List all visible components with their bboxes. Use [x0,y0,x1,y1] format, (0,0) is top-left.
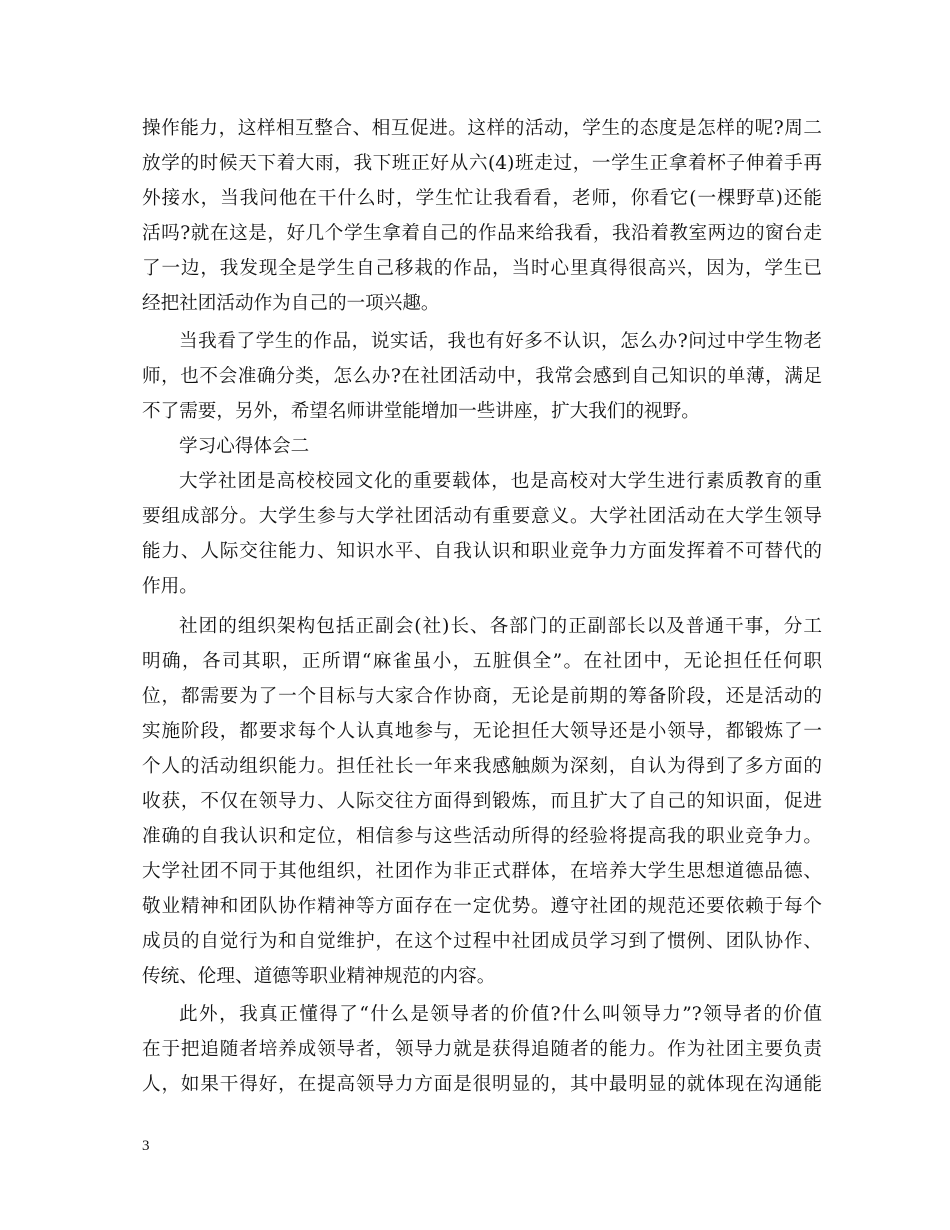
text-line: 师，也不会准确分类，怎么办?在社团活动中，我常会感到自己知识的单薄，满足 [142,366,822,387]
text-line: 实施阶段，都要求每个人认真地参与，无论担任大领导还是小领导，都锻炼了一 [142,721,822,742]
text-line: 明确，各司其职，正所谓“麻雀虽小，五脏俱全”。在社团中，无论担任任何职 [142,651,822,672]
section-heading: 学习心得体会二 [179,436,310,457]
paragraph-first-line: 社团的组织架构包括正副会(社)长、各部门的正副部长以及普通干事，分工 [179,616,822,637]
text-line: 传统、伦理、道德等职业精神规范的内容。 [142,966,496,987]
text-line: 人，如果干得好，在提高领导力方面是很明显的，其中最明显的就体现在沟通能 [142,1074,822,1095]
page-number: 3 [142,1138,150,1154]
paragraph-first-line: 此外，我真正懂得了“什么是领导者的价值?什么叫领导力”?领导者的价值 [179,1004,822,1025]
text-line: 经把社团活动作为自己的一项兴趣。 [142,293,440,314]
text-line: 成员的自觉行为和自觉维护，在这个过程中社团成员学习到了惯例、团队协作、 [142,931,822,952]
text-line: 位，都需要为了一个目标与大家合作协商，无论是前期的筹备阶段，还是活动的 [142,686,822,707]
text-line: 能力、人际交往能力、知识水平、自我认识和职业竞争力方面发挥着不可替代的 [142,541,822,562]
text-line: 要组成部分。大学生参与大学社团活动有重要意义。大学社团活动在大学生领导 [142,506,822,527]
text-line: 收获，不仅在领导力、人际交往方面得到锻炼，而且扩大了自己的知识面，促进 [142,791,822,812]
text-line: 不了需要，另外，希望名师讲堂能增加一些讲座，扩大我们的视野。 [142,401,700,422]
text-line: 操作能力，这样相互整合、相互促进。这样的活动，学生的态度是怎样的呢?周二 [142,118,822,139]
paragraph-first-line: 大学社团是高校校园文化的重要载体，也是高校对大学生进行素质教育的重 [179,471,822,492]
text-line: 了一边，我发现全是学生自己移栽的作品，当时心里真得很高兴，因为，学生已 [142,258,822,279]
text-line: 个人的活动组织能力。担任社长一年来我感触颇为深刻，自认为得到了多方面的 [142,756,822,777]
text-line: 准确的自我认识和定位，相信参与这些活动所得的经验将提高我的职业竞争力。 [142,826,822,847]
text-line: 大学社团不同于其他组织，社团作为非正式群体，在培养大学生思想道德品德、 [142,861,822,882]
text-line: 作用。 [142,576,198,597]
text-line: 活吗?就在这是，好几个学生拿着自己的作品来给我看，我沿着教室两边的窗台走 [142,223,822,244]
text-line: 敬业精神和团队协作精神等方面存在一定优势。遵守社团的规范还要依赖于每个 [142,896,822,917]
text-line: 放学的时候天下着大雨，我下班正好从六(4)班走过，一学生正拿着杯子伸着手再 [142,153,822,174]
text-line: 外接水，当我问他在干什么时，学生忙让我看看，老师，你看它(一棵野草)还能 [142,188,822,209]
paragraph-first-line: 当我看了学生的作品，说实话，我也有好多不认识，怎么办?问过中学生物老 [179,331,822,352]
text-line: 在于把追随者培养成领导者，领导力就是获得追随者的能力。作为社团主要负责 [142,1039,822,1060]
